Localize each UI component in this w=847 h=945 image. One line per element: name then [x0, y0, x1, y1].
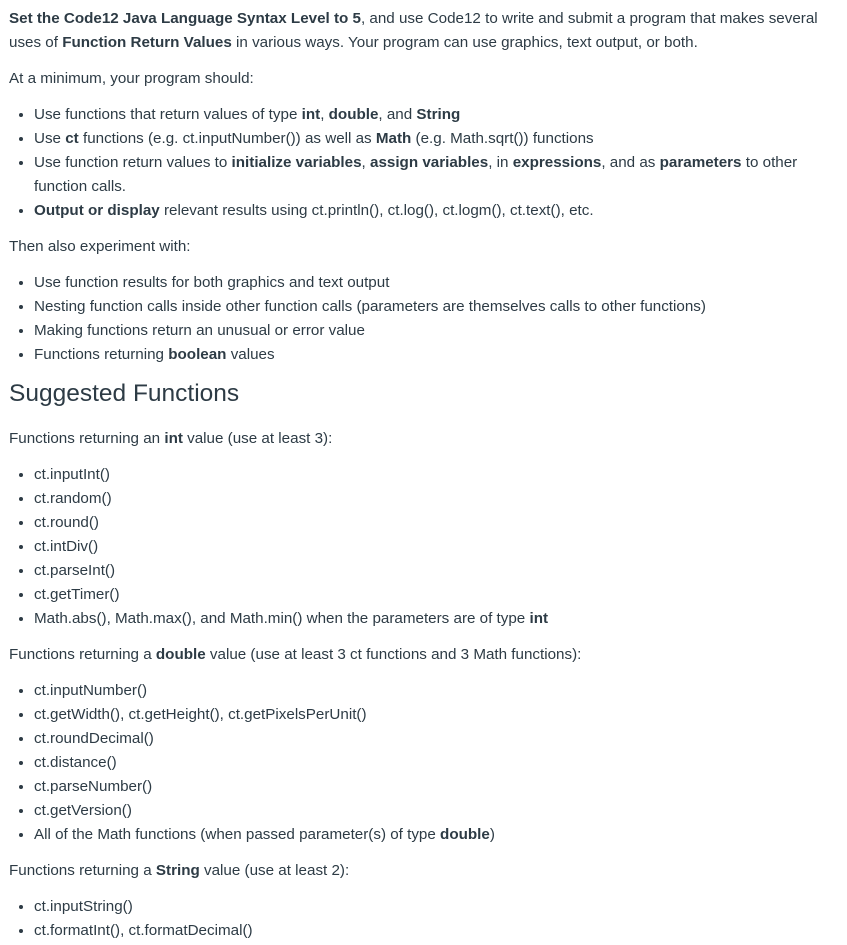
suggested-functions-heading: Suggested Functions	[9, 380, 240, 407]
list-item-text: , and as	[601, 154, 660, 171]
list-item-text: Use functions that return values of type	[34, 106, 302, 123]
list-item-text: Math.abs(), Math.max(), and Math.min() when the parameters are of type	[34, 610, 530, 627]
list-item-text: , and	[378, 106, 417, 123]
label-bold: int	[164, 430, 183, 447]
double-function-list	[9, 679, 839, 847]
list-item-bold: assign variables	[370, 154, 489, 171]
list-item: • ct.inputString()	[34, 895, 839, 919]
list-item	[34, 607, 839, 631]
list-item-text: ,	[361, 154, 370, 171]
list-item-bold: boolean	[168, 346, 227, 363]
list-item-bold: Math	[375, 130, 412, 147]
int-function-list	[9, 463, 839, 631]
list-item: • Making functions return an unusual or error value	[34, 319, 839, 343]
experiment-list	[9, 271, 839, 367]
list-item-bold: double	[328, 106, 379, 123]
list-item-bold: String	[416, 106, 461, 123]
list-item: • ct.getVersion()	[34, 799, 839, 823]
list-item: • ct.distance()	[34, 751, 839, 775]
list-item	[34, 151, 839, 199]
intro-text-3: in various ways. Your program can use graphics, text output, or both.	[231, 34, 698, 51]
list-item: • ct.random()	[34, 487, 839, 511]
list-item: • ct.getWidth(), ct.getHeight(), ct.getPixelsPerUnit()	[34, 703, 839, 727]
list-item-text: Use function return values to	[34, 154, 232, 171]
list-item	[34, 823, 839, 847]
list-item-bold: ct	[65, 130, 79, 147]
list-item-text: values	[226, 346, 275, 363]
intro-text-1: , and use Code12 to write and submit a program that makes several	[360, 10, 818, 27]
list-item: • ct.formatInt(), ct.formatDecimal()	[34, 919, 839, 943]
list-item-text: functions (e.g. ct.inputNumber()) as well as	[78, 130, 376, 147]
list-item-text: Functions returning	[34, 346, 169, 363]
list-item-bold: Output or display	[34, 202, 160, 219]
list-item-text: to other function calls.	[34, 154, 798, 195]
list-item	[34, 103, 839, 127]
list-item: • ct.inputNumber()	[34, 679, 839, 703]
label-text: value (use at least 3):	[182, 430, 333, 447]
list-item: • ct.getTimer()	[34, 583, 839, 607]
list-item-text: All of the Math functions (when passed parameter(s) of type	[34, 826, 441, 843]
list-item-bold: expressions	[512, 154, 602, 171]
list-item: • ct.parseNumber()	[34, 775, 839, 799]
list-item: • ct.parseInt()	[34, 559, 839, 583]
list-item: • ct.roundDecimal()	[34, 727, 839, 751]
list-item	[34, 343, 839, 367]
label-text: Functions returning a	[9, 646, 156, 663]
label-text: value (use at least 3 ct functions and 3 Math functions):	[205, 646, 582, 663]
list-item: • Use function results for both graphics and text output	[34, 271, 839, 295]
list-item	[34, 199, 839, 223]
list-item-bold: int	[529, 610, 549, 627]
list-item-text: Use	[34, 130, 66, 147]
list-item-bold: initialize variables	[231, 154, 362, 171]
list-item: • ct.round()	[34, 511, 839, 535]
string-function-list	[9, 895, 839, 943]
intro-bold-2: Function Return Values	[62, 34, 232, 51]
experiment-label: Then also experiment with:	[9, 238, 191, 255]
intro-text-2: uses of	[9, 34, 63, 51]
list-item: • ct.intDiv()	[34, 535, 839, 559]
list-item: • ct.inputInt()	[34, 463, 839, 487]
list-item-text: , in	[488, 154, 513, 171]
minimum-list	[9, 103, 839, 223]
label-bold: String	[155, 862, 200, 879]
label-text: value (use at least 2):	[199, 862, 350, 879]
list-item-text: (e.g. Math.sqrt()) functions	[411, 130, 594, 147]
list-item	[34, 127, 839, 151]
int-group-label	[9, 427, 839, 451]
label-text: Functions returning an	[9, 430, 165, 447]
label-bold: double	[155, 646, 206, 663]
intro-paragraph	[9, 7, 839, 55]
double-group-label	[9, 643, 839, 667]
minimum-label: At a minimum, your program should:	[9, 70, 254, 87]
label-text: Functions returning a	[9, 862, 156, 879]
list-item-text: relevant results using ct.println(), ct.log(), ct.logm(), ct.text(), etc.	[159, 202, 594, 219]
list-item-bold: double	[440, 826, 490, 843]
intro-bold-1: Set the Code12 Java Language Syntax Level to 5	[9, 10, 361, 27]
string-group-label	[9, 859, 839, 883]
list-item-text: ,	[320, 106, 329, 123]
list-item-bold: parameters	[659, 154, 742, 171]
list-item-bold: int	[301, 106, 321, 123]
list-item-text: )	[489, 826, 495, 843]
list-item: • Nesting function calls inside other function calls (parameters are themselves calls to other functions)	[34, 295, 839, 319]
